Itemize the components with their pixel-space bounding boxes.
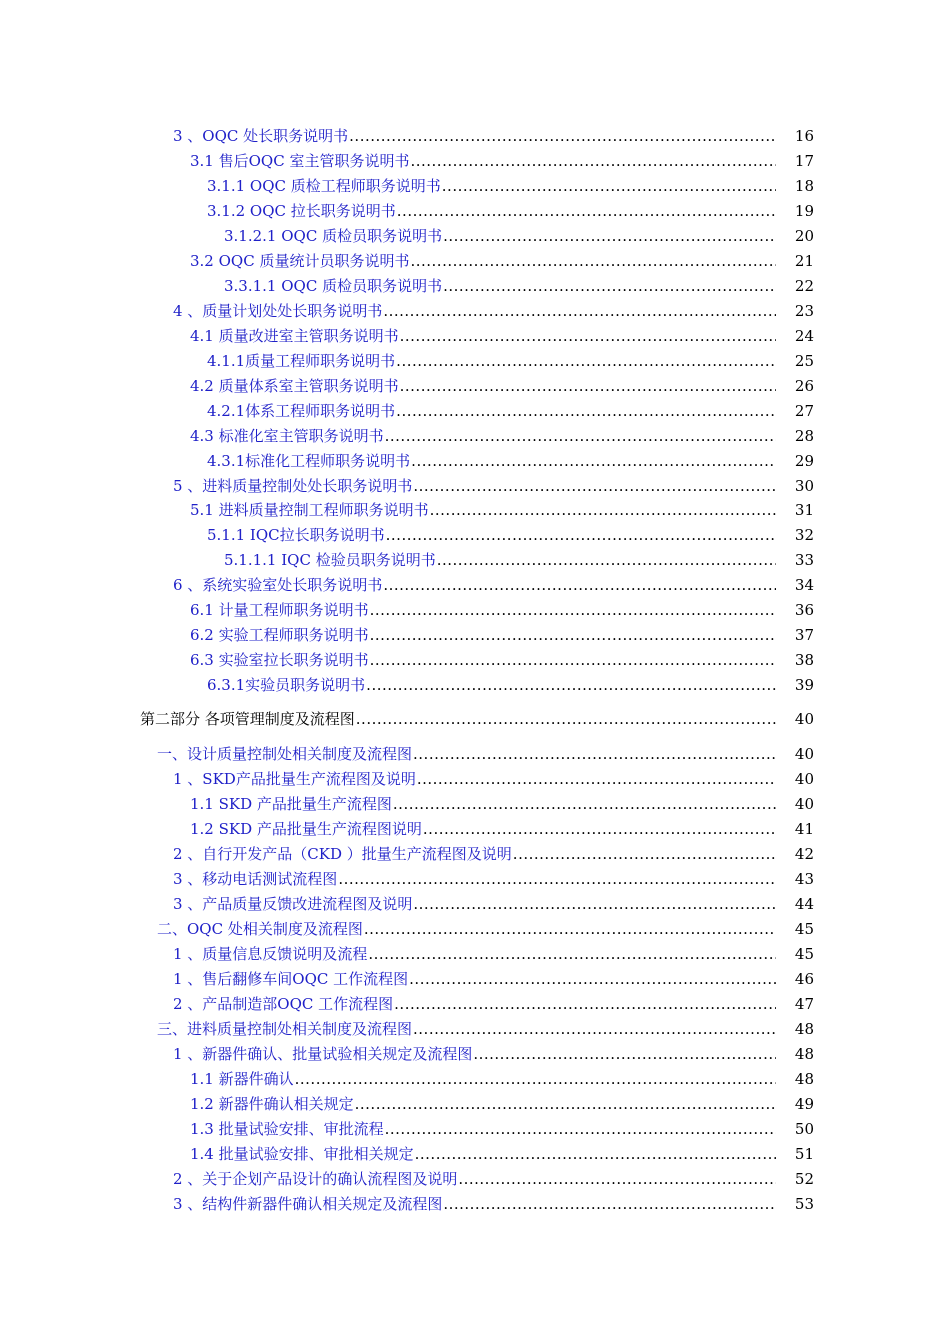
toc-entry[interactable] xyxy=(0,767,950,791)
toc-page-number: 45 xyxy=(794,920,814,938)
toc-page-number: 24 xyxy=(794,327,814,345)
toc-entry[interactable] xyxy=(0,149,950,173)
toc-page-number: 34 xyxy=(794,576,814,594)
toc-page-number: 46 xyxy=(794,970,814,988)
toc-page-number: 40 xyxy=(794,745,814,763)
dot-leader xyxy=(410,149,776,173)
toc-entry-label: 5 、进料质量控制处处长职务说明书 xyxy=(173,477,413,495)
toc-entry-label: 5.1.1 IQC拉长职务说明书 xyxy=(207,526,385,544)
toc-entry-label-line xyxy=(173,1167,776,1191)
toc-entry-label: 1 、新器件确认、批量试验相关规定及流程图 xyxy=(173,1045,473,1063)
toc-entry-label-line xyxy=(190,149,776,173)
toc-entry-label: 1.2 新器件确认相关规定 xyxy=(190,1095,354,1113)
toc-entry[interactable] xyxy=(0,842,950,866)
toc-entry[interactable] xyxy=(0,942,950,966)
toc-page-number: 44 xyxy=(794,895,814,913)
toc-entry-label-line xyxy=(173,992,776,1016)
toc-page-number: 19 xyxy=(794,202,814,220)
toc-entry[interactable] xyxy=(0,249,950,273)
toc-entry[interactable] xyxy=(0,817,950,841)
dot-leader xyxy=(413,892,776,916)
toc-page-number: 20 xyxy=(794,227,814,245)
toc-entry-label-line xyxy=(173,573,776,597)
dot-leader xyxy=(410,249,776,273)
dot-leader xyxy=(458,1167,776,1191)
toc-entry-label-line xyxy=(207,174,776,198)
toc-page-number: 40 xyxy=(794,795,814,813)
toc-entry-label: 三、进料质量控制处相关制度及流程图 xyxy=(157,1020,413,1038)
toc-entry-label: 4.1 质量改进室主管职务说明书 xyxy=(190,327,399,345)
toc-entry-label: 2 、自行开发产品（CKD ）批量生产流程图及说明 xyxy=(173,845,512,863)
toc-page-number: 51 xyxy=(794,1145,814,1163)
toc-entry[interactable] xyxy=(0,598,950,622)
toc-entry-label-line xyxy=(173,124,776,148)
toc-entry-label: 4.3 标准化室主管职务说明书 xyxy=(190,427,384,445)
toc-page-number: 52 xyxy=(794,1170,814,1188)
dot-leader xyxy=(370,598,776,622)
dot-leader xyxy=(513,842,776,866)
toc-entry[interactable] xyxy=(0,967,950,991)
toc-page-number: 39 xyxy=(794,676,814,694)
toc-entry-label: 3.1 售后OQC 室主管职务说明书 xyxy=(190,152,410,170)
toc-entry[interactable] xyxy=(0,792,950,816)
toc-page-number: 26 xyxy=(794,377,814,395)
toc-entry[interactable] xyxy=(0,199,950,223)
toc-page-number: 41 xyxy=(794,820,814,838)
toc-entry-label: 4.2 质量体系室主管职务说明书 xyxy=(190,377,399,395)
dot-leader xyxy=(385,1117,776,1141)
toc-entry-label: 1 、质量信息反馈说明及流程 xyxy=(173,945,368,963)
toc-entry[interactable] xyxy=(0,174,950,198)
toc-entry-label: 1 、售后翻修车间OQC 工作流程图 xyxy=(173,970,409,988)
toc-entry-label-line xyxy=(173,1042,776,1066)
toc-entry-label-line xyxy=(173,474,776,498)
toc-entry-label: 6.3.1实验员职务说明书 xyxy=(207,676,366,694)
toc-entry-label: 4.3.1标准化工程师职务说明书 xyxy=(207,452,411,470)
toc-entry[interactable] xyxy=(0,623,950,647)
toc-entry-label: 6.2 实验工程师职务说明书 xyxy=(190,626,369,644)
toc-entry[interactable] xyxy=(0,1042,950,1066)
toc-entry-label-line xyxy=(173,1192,776,1216)
toc-entry-label-line xyxy=(207,673,776,697)
dot-leader xyxy=(413,742,776,766)
toc-entry-label-line xyxy=(173,892,776,916)
toc-entry-label: 3.1.2 OQC 拉长职务说明书 xyxy=(207,202,396,220)
toc-entry-label: 3.1.1 OQC 质检工程师职务说明书 xyxy=(207,177,441,195)
dot-leader xyxy=(417,767,776,791)
toc-entry-label-line xyxy=(207,449,776,473)
toc-entry-label-line xyxy=(224,548,776,572)
dot-leader xyxy=(413,1017,776,1041)
toc-entry-label-line xyxy=(224,274,776,298)
toc-entry[interactable] xyxy=(0,992,950,1016)
toc-entry-label-line xyxy=(190,498,776,522)
toc-entry-label-line xyxy=(157,1017,776,1041)
toc-entry-label-line xyxy=(190,374,776,398)
dot-leader xyxy=(473,1042,776,1066)
toc-page-number: 40 xyxy=(794,710,814,728)
toc-page-number: 43 xyxy=(794,870,814,888)
toc-entry-label: 1.4 批量试验安排、审批相关规定 xyxy=(190,1145,414,1163)
toc-entry-label-line xyxy=(207,199,776,223)
toc-entry-label-line xyxy=(190,1092,776,1116)
toc-entry-label: 二、OQC 处相关制度及流程图 xyxy=(157,920,363,938)
toc-entry-label-line xyxy=(190,1067,776,1091)
toc-page-number: 21 xyxy=(794,252,814,270)
toc-page-number: 28 xyxy=(794,427,814,445)
toc-entry-label-line xyxy=(173,942,776,966)
dot-leader xyxy=(338,867,776,891)
toc-entry-label-line xyxy=(190,623,776,647)
toc-entry[interactable] xyxy=(0,548,950,572)
dot-leader xyxy=(368,942,776,966)
toc-entry-label-line xyxy=(173,842,776,866)
toc-entry-label: 一、设计质量控制处相关制度及流程图 xyxy=(157,745,413,763)
toc-entry[interactable] xyxy=(0,399,950,423)
toc-entry-label-line xyxy=(190,648,776,672)
toc-entry-label: 3.2 OQC 质量统计员职务说明书 xyxy=(190,252,410,270)
toc-entry[interactable] xyxy=(0,917,950,941)
dot-leader xyxy=(370,623,776,647)
toc-entry[interactable] xyxy=(0,1192,950,1216)
toc-entry-label-line xyxy=(190,598,776,622)
toc-page-number: 33 xyxy=(794,551,814,569)
toc-entry-label: 3 、移动电话测试流程图 xyxy=(173,870,338,888)
toc-entry[interactable] xyxy=(0,673,950,697)
toc-page-number: 30 xyxy=(794,477,814,495)
toc-entry-label: 3 、结构件新器件确认相关规定及流程图 xyxy=(173,1195,443,1213)
toc-page-number: 42 xyxy=(794,845,814,863)
toc-page-number: 37 xyxy=(794,626,814,644)
toc-page-number: 49 xyxy=(794,1095,814,1113)
toc-page-number: 27 xyxy=(794,402,814,420)
dot-leader xyxy=(423,817,776,841)
toc-entry[interactable] xyxy=(0,1017,950,1041)
toc-entry-label-line xyxy=(190,424,776,448)
toc-entry[interactable] xyxy=(0,498,950,522)
dot-leader xyxy=(385,424,776,448)
toc-entry[interactable] xyxy=(0,573,950,597)
toc-page-number: 29 xyxy=(794,452,814,470)
toc-entry-label: 3 、OQC 处长职务说明书 xyxy=(173,127,349,145)
dot-leader xyxy=(400,324,776,348)
toc-entry-label: 4 、质量计划处处长职务说明书 xyxy=(173,302,383,320)
toc-entry-label: 5.1.1.1 IQC 检验员职务说明书 xyxy=(224,551,436,569)
toc-entry[interactable] xyxy=(0,299,950,323)
toc-entry[interactable] xyxy=(0,124,950,148)
toc-page-number: 50 xyxy=(794,1120,814,1138)
toc-entry[interactable] xyxy=(0,274,950,298)
dot-leader xyxy=(396,349,776,373)
dot-leader xyxy=(442,174,776,198)
dot-leader xyxy=(355,1092,776,1116)
toc-page-number: 25 xyxy=(794,352,814,370)
toc-page-number: 45 xyxy=(794,945,814,963)
toc-entry[interactable] xyxy=(0,1167,950,1191)
toc-entry-label-line xyxy=(190,1142,776,1166)
toc-entry-label-line xyxy=(190,249,776,273)
toc-entry-label: 3.3.1.1 OQC 质检员职务说明书 xyxy=(224,277,443,295)
dot-leader xyxy=(383,299,776,323)
toc-entry-label-line xyxy=(173,767,776,791)
toc-page-number: 47 xyxy=(794,995,814,1013)
toc-entry-label-line xyxy=(190,817,776,841)
toc-entry[interactable] xyxy=(0,324,950,348)
toc-entry[interactable] xyxy=(0,1117,950,1141)
dot-leader xyxy=(415,1142,776,1166)
dot-leader xyxy=(356,707,776,731)
dot-leader xyxy=(411,449,776,473)
toc-page-number: 48 xyxy=(794,1045,814,1063)
toc-entry[interactable] xyxy=(0,892,950,916)
dot-leader xyxy=(383,573,776,597)
toc-entry-label: 5.1 进料质量控制工程师职务说明书 xyxy=(190,501,429,519)
dot-leader xyxy=(437,548,776,572)
toc-entry[interactable] xyxy=(0,1067,950,1091)
dot-leader xyxy=(394,992,776,1016)
toc-page-number: 17 xyxy=(794,152,814,170)
toc-entry-label-line xyxy=(190,324,776,348)
toc-entry-label-line xyxy=(157,742,776,766)
toc-entry-label-line xyxy=(224,224,776,248)
toc-entry[interactable] xyxy=(0,1142,950,1166)
toc-page-number: 16 xyxy=(794,127,814,145)
toc-entry-label: 6.3 实验室拉长职务说明书 xyxy=(190,651,369,669)
toc-page-number: 38 xyxy=(794,651,814,669)
toc-page-number: 22 xyxy=(794,277,814,295)
dot-leader xyxy=(366,673,776,697)
dot-leader xyxy=(430,498,776,522)
toc-entry[interactable] xyxy=(0,349,950,373)
dot-leader xyxy=(443,1192,776,1216)
toc-entry-label: 2 、产品制造部OQC 工作流程图 xyxy=(173,995,394,1013)
toc-entry[interactable] xyxy=(0,742,950,766)
dot-leader xyxy=(413,474,776,498)
toc-entry-label: 1.3 批量试验安排、审批流程 xyxy=(190,1120,384,1138)
toc-entry-label: 1.2 SKD 产品批量生产流程图说明 xyxy=(190,820,422,838)
toc-entry[interactable] xyxy=(0,1092,950,1116)
dot-leader xyxy=(409,967,776,991)
toc-page-number: 40 xyxy=(794,770,814,788)
toc-entry-label: 6.1 计量工程师职务说明书 xyxy=(190,601,369,619)
toc-entry-label-line xyxy=(190,792,776,816)
toc-entry[interactable] xyxy=(0,374,950,398)
toc-entry[interactable] xyxy=(0,474,950,498)
toc-entry[interactable] xyxy=(0,424,950,448)
toc-page-number: 23 xyxy=(794,302,814,320)
toc-entry[interactable] xyxy=(0,224,950,248)
toc-entry-label: 1.1 新器件确认 xyxy=(190,1070,294,1088)
dot-leader xyxy=(370,648,776,672)
toc-entry-label: 3.1.2.1 OQC 质检员职务说明书 xyxy=(224,227,443,245)
toc-entry-label-line xyxy=(173,867,776,891)
dot-leader xyxy=(393,792,776,816)
toc-page-number: 31 xyxy=(794,501,814,519)
dot-leader xyxy=(400,374,776,398)
toc-entry-label: 6 、系统实验室处长职务说明书 xyxy=(173,576,383,594)
toc-page-number: 18 xyxy=(794,177,814,195)
dot-leader xyxy=(396,399,776,423)
toc-entry[interactable] xyxy=(0,449,950,473)
toc-page-number: 48 xyxy=(794,1070,814,1088)
toc-entry-label-line xyxy=(207,399,776,423)
toc-entry-label: 第二部分 各项管理制度及流程图 xyxy=(140,710,355,728)
toc-entry-label-line xyxy=(157,917,776,941)
toc-entry-label: 4.2.1体系工程师职务说明书 xyxy=(207,402,396,420)
dot-leader xyxy=(386,523,776,547)
toc-entry-label-line xyxy=(207,349,776,373)
toc-entry-label: 1 、SKD产品批量生产流程图及说明 xyxy=(173,770,416,788)
toc-entry[interactable] xyxy=(0,648,950,672)
dot-leader xyxy=(443,274,776,298)
toc-entry-label: 3 、产品质量反馈改进流程图及说明 xyxy=(173,895,413,913)
toc-entry-label: 1.1 SKD 产品批量生产流程图 xyxy=(190,795,392,813)
dot-leader xyxy=(295,1067,776,1091)
dot-leader xyxy=(364,917,776,941)
toc-entry-label-line xyxy=(173,299,776,323)
toc-page-number: 48 xyxy=(794,1020,814,1038)
toc-entry[interactable] xyxy=(0,867,950,891)
toc-entry[interactable] xyxy=(0,523,950,547)
dot-leader xyxy=(397,199,776,223)
toc-entry-label: 2 、关于企划产品设计的确认流程图及说明 xyxy=(173,1170,458,1188)
toc-entry-label-line xyxy=(207,523,776,547)
toc-page-number: 36 xyxy=(794,601,814,619)
toc-page-number: 53 xyxy=(794,1195,814,1213)
toc-entry-label-line xyxy=(140,707,776,731)
toc-entry[interactable] xyxy=(0,707,950,731)
toc-page-number: 32 xyxy=(794,526,814,544)
toc-entry-label-line xyxy=(190,1117,776,1141)
toc-entry-label-line xyxy=(173,967,776,991)
dot-leader xyxy=(443,224,776,248)
toc-entry-label: 4.1.1质量工程师职务说明书 xyxy=(207,352,396,370)
dot-leader xyxy=(349,124,776,148)
